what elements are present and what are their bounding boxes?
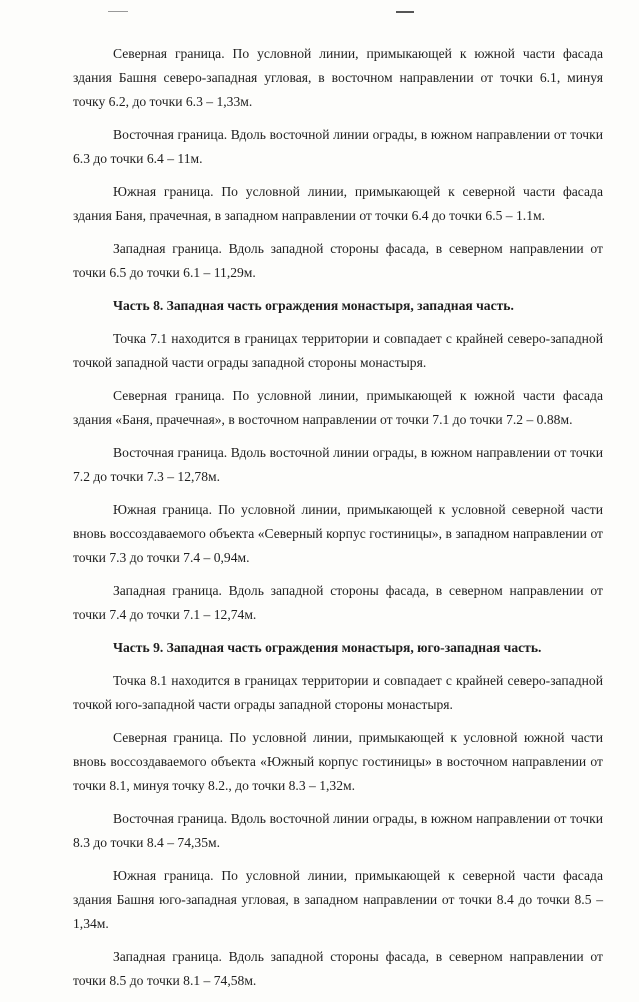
- paragraph: Восточная граница. Вдоль восточной линии ограды, в южном направлении от точки 7.2 до точки 7.3 – 12,78м.: [73, 445, 603, 484]
- paragraph: Западная граница. Вдоль западной стороны фасада, в северном направлении от точки 7.4 до точки 7.1 – 12,74м.: [73, 583, 603, 622]
- paragraph: Западная граница. Вдоль западной стороны фасада, в северном направлении от точки 8.5 до точки 8.1 – 74,58м.: [73, 949, 603, 988]
- paragraph: Точка 7.1 находится в границах территории и совпадает с крайней северо-западной точкой западной части ограды западной стороны монастыря.: [73, 331, 603, 370]
- paragraph: Западная граница. Вдоль западной стороны фасада, в северном направлении от точки 6.5 до точки 6.1 – 11,29м.: [73, 241, 603, 280]
- section-heading: Часть 9. Западная часть ограждения монастыря, юго-западная часть.: [113, 640, 542, 655]
- scan-artifact-right: [396, 11, 414, 13]
- paragraph: Восточная граница. Вдоль восточной линии ограды, в южном направлении от точки 6.3 до точки 6.4 – 11м.: [73, 127, 603, 166]
- document-page: [73, 42, 603, 1002]
- paragraph: Северная граница. По условной линии, примыкающей к условной южной части вновь воссоздаваемого объекта «Южный корпус гостиницы» в восточном направлении от точки 8.1, минуя точку 8.2., до точки 8.3 – 1,32м.: [73, 730, 603, 793]
- paragraph: Точка 8.1 находится в границах территории и совпадает с крайней северо-западной точкой юго-западной части ограды западной стороны монастыря.: [73, 673, 603, 712]
- section-heading: Часть 8. Западная часть ограждения монастыря, западная часть.: [113, 298, 514, 313]
- paragraph: Северная граница. По условной линии, примыкающей к южной части фасада здания Башня северо-западная угловая, в восточном направлении от точки 6.1, минуя точку 6.2, до точки 6.3 – 1,33м.: [73, 46, 603, 109]
- paragraph: Южная граница. По условной линии, примыкающей к условной северной части вновь воссоздаваемого объекта «Северный корпус гостиницы», в западном направлении от точки 7.3 до точки 7.4 – 0,94м.: [73, 502, 603, 565]
- paragraph: Южная граница. По условной линии, примыкающей к северной части фасада здания Баня, прачечная, в западном направлении от точки 6.4 до точки 6.5 – 1.1м.: [73, 184, 603, 223]
- paragraph: Северная граница. По условной линии, примыкающей к южной части фасада здания «Баня, прачечная», в восточном направлении от точки 7.1 до точки 7.2 – 0.88м.: [73, 388, 603, 427]
- paragraph: Южная граница. По условной линии, примыкающей к северной части фасада здания Башня юго-западная угловая, в западном направлении от точки 8.4 до точки 8.5 – 1,34м.: [73, 868, 603, 931]
- scan-artifact-left: [108, 11, 128, 12]
- paragraph: Восточная граница. Вдоль восточной линии ограды, в южном направлении от точки 8.3 до точки 8.4 – 74,35м.: [73, 811, 603, 850]
